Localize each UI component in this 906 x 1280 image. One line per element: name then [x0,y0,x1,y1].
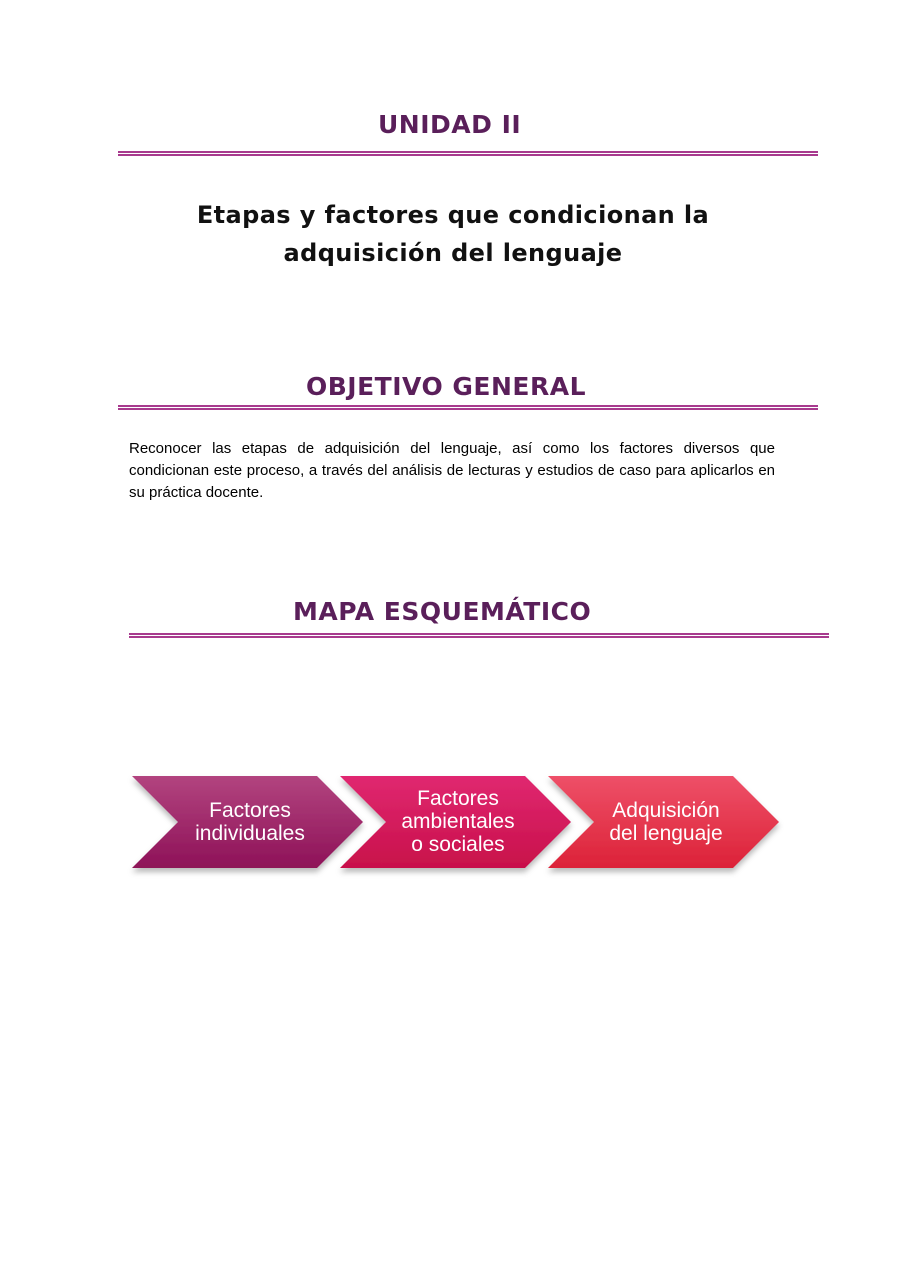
step-3-line-2: del lenguaje [609,822,723,845]
step-3-line-1: Adquisición [612,799,720,822]
schematic-map [120,760,800,890]
map-heading: MAPA ESQUEMÁTICO [293,597,592,626]
step-2-line-1: Factores [417,787,499,810]
unit-title: UNIDAD II [378,110,522,139]
step-1-line-1: Factores [209,799,291,822]
step-label-1 [180,799,320,845]
subtitle-line-2: adquisición del lenguaje [283,239,623,267]
step-label-2 [388,787,528,856]
page-subtitle [0,196,906,272]
objective-heading: OBJETIVO GENERAL [306,372,587,401]
step-2-line-2: ambientales [401,810,515,833]
divider-line [118,405,818,410]
subtitle-line-1: Etapas y factores que condicionan la [196,201,710,229]
step-1-line-2: individuales [195,822,305,845]
step-2-line-3: o sociales [411,833,505,856]
divider-line [129,633,829,638]
step-label-3 [596,799,736,845]
objective-text: Reconocer las etapas de adquisición del lenguaje, así como los factores diversos que condicionan este proceso, a través del análisis de lecturas y estudios de caso para aplicarlos en su práctica docente. [129,440,775,501]
divider-line [118,151,818,156]
